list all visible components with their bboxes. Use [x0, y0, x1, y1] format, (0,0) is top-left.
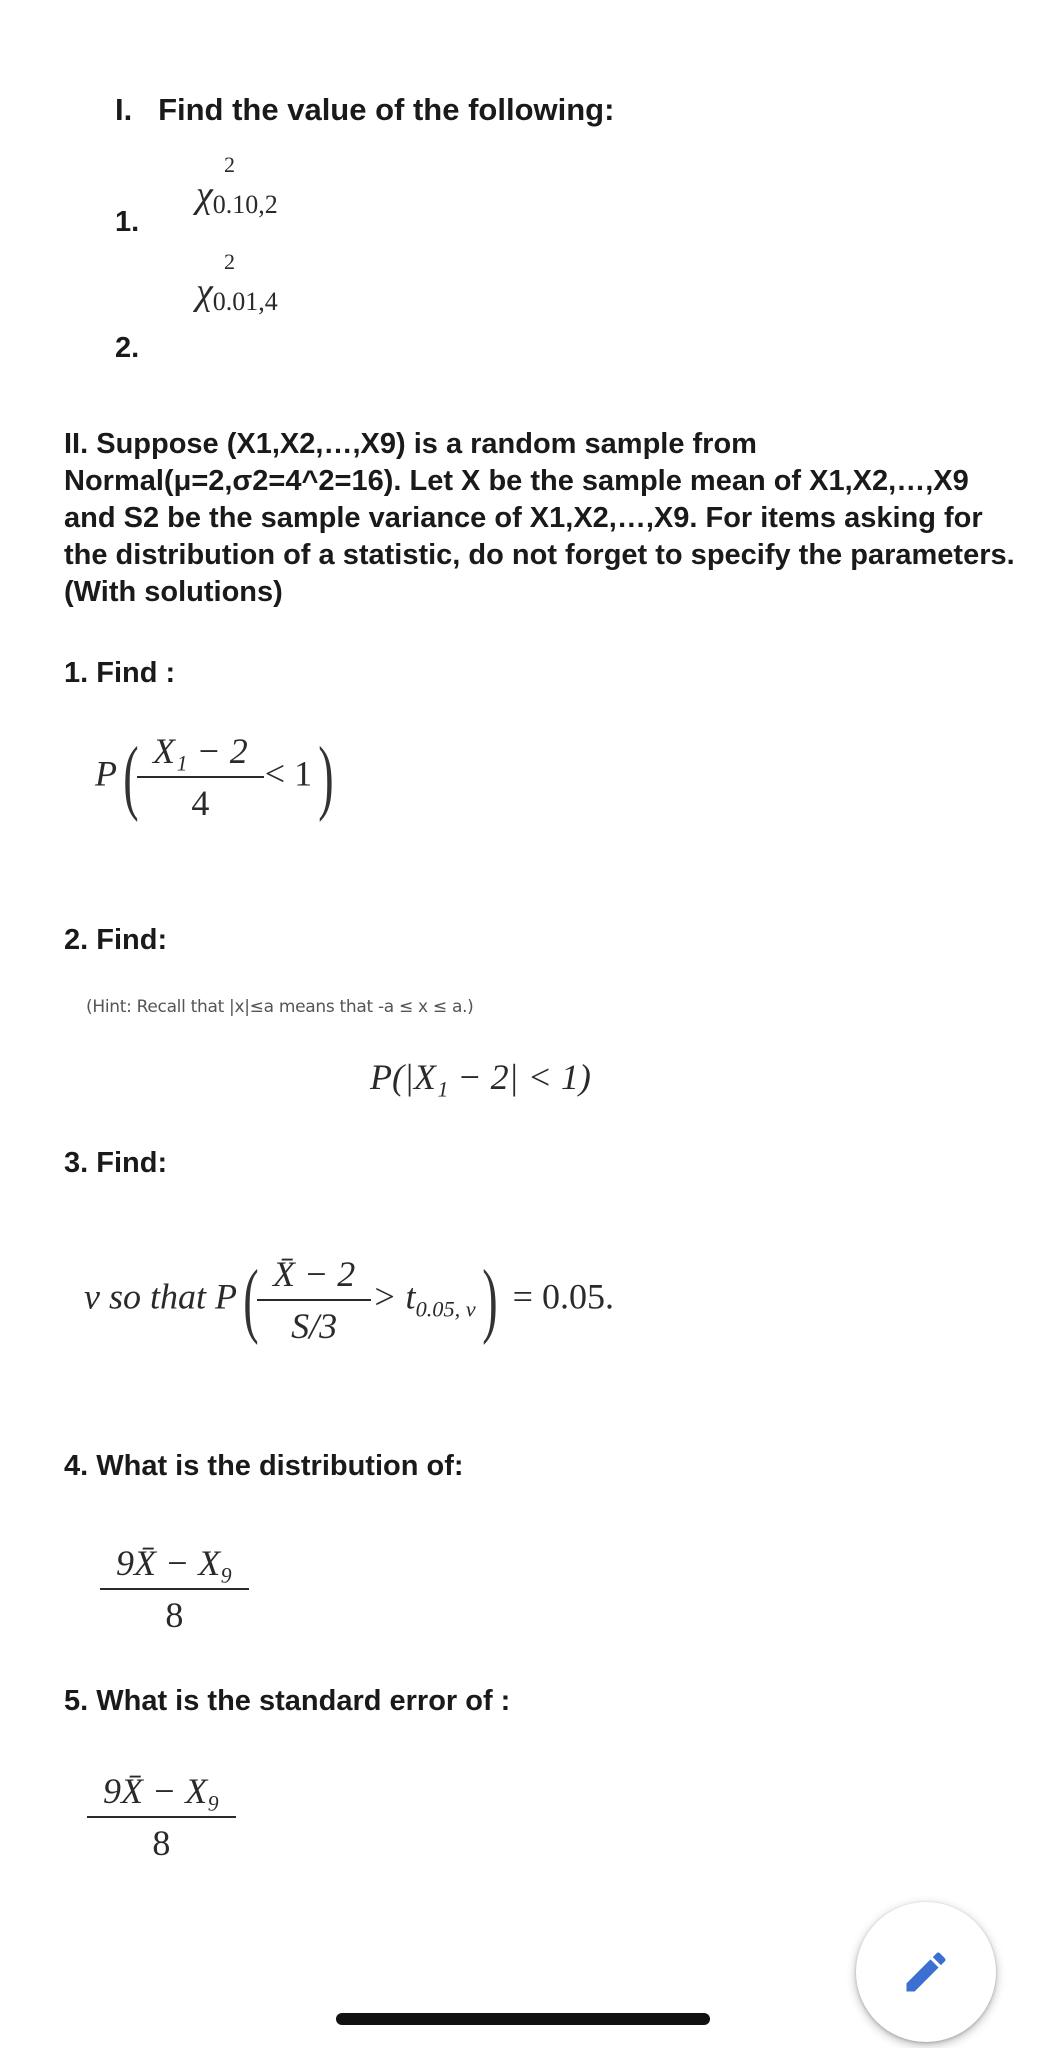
chi-subscript: 0.10,2	[212, 190, 278, 219]
nu-so-that-p: ν so that P	[84, 1276, 237, 1317]
fraction	[145, 730, 256, 824]
pencil-icon	[900, 1946, 952, 1998]
fraction-denominator: S/3	[257, 1299, 371, 1347]
question-2-hint: (Hint: Recall that |x|≤a means that -a ≤ x ≤ a.)	[86, 997, 474, 1017]
section-2-intro: II. Suppose (X1,X2,…,X9) is a random sample from Normal(μ=2,σ2=4^2=16). Let X be the sample mean of X1,X2,…,X9 and S2 be the sample variance of X1,X2,…,X9. For items asking for the distribution of a statistic, do not forget to specify the parameters. (With solutions)	[64, 428, 1015, 608]
question-5-expression	[95, 1770, 228, 1864]
fraction-numerator: 9X̄ − X₉	[116, 1543, 233, 1583]
question-3-expression	[84, 1253, 614, 1347]
edit-button[interactable]	[856, 1902, 996, 2042]
question-4-expression	[108, 1542, 241, 1636]
inequality: < 1	[264, 753, 313, 794]
chi-superscript: 2	[224, 152, 235, 177]
chi-superscript: 2	[224, 249, 235, 274]
fraction	[265, 1253, 363, 1347]
equals-value: = 0.05.	[512, 1276, 614, 1317]
question-3-label: 3. Find:	[64, 1147, 168, 1179]
item-number-1: 1.	[115, 206, 140, 238]
fraction-numerator: 9X̄ − X₉	[103, 1771, 220, 1811]
fraction-numerator: X₁ − 2	[152, 731, 248, 771]
fraction	[108, 1542, 241, 1636]
fraction-denominator: 8	[87, 1816, 236, 1864]
fraction-numerator: X̄ − 2	[272, 1254, 356, 1294]
probability-p: P	[95, 753, 117, 794]
question-5-label: 5. What is the standard error of :	[64, 1685, 511, 1717]
item-number-2: 2.	[115, 332, 140, 364]
left-paren: (	[123, 730, 139, 823]
chi-square-expression-1	[196, 152, 278, 219]
left-paren: (	[243, 1253, 259, 1346]
greater-than-t: > t	[372, 1276, 416, 1317]
right-paren: )	[318, 730, 334, 823]
chi-square-expression-2	[196, 249, 278, 316]
question-1-label: 1. Find :	[64, 657, 176, 689]
right-paren: )	[481, 1253, 498, 1346]
section-1-title: I. Find the value of the following:	[115, 92, 615, 127]
home-indicator[interactable]	[336, 2013, 710, 2025]
fraction-denominator: 4	[137, 776, 264, 824]
fraction-denominator: 8	[100, 1588, 249, 1636]
chi-symbol: χ	[196, 271, 213, 313]
t-subscript: 0.05, ν	[415, 1296, 476, 1322]
fraction	[95, 1770, 228, 1864]
question-2-label: 2. Find:	[64, 924, 168, 956]
chi-symbol: χ	[196, 174, 213, 216]
question-1-expression	[95, 730, 340, 824]
chi-subscript: 0.01,4	[212, 287, 278, 316]
question-4-label: 4. What is the distribution of:	[64, 1450, 464, 1482]
question-2-expression: P(|X₁ − 2| < 1)	[370, 1057, 591, 1097]
